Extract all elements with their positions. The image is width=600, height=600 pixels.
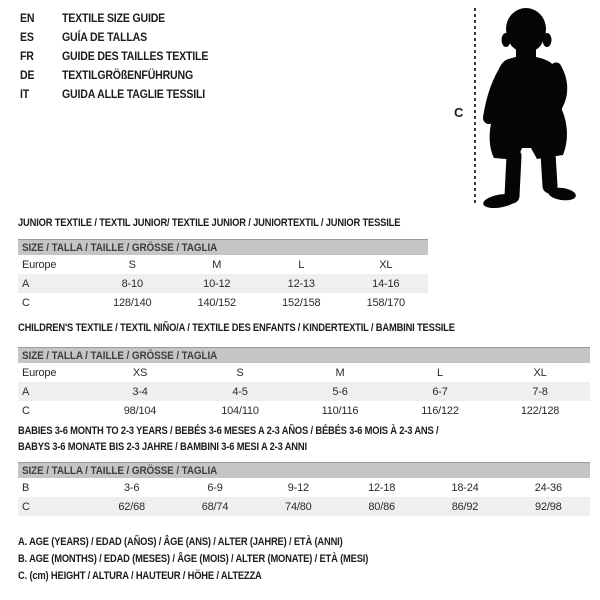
table-cell: 110/116 bbox=[321, 404, 359, 417]
row-label: A bbox=[22, 385, 30, 398]
table-cell: 5-6 bbox=[332, 385, 348, 398]
row-label: Europe bbox=[22, 366, 57, 379]
table-cell: 122/128 bbox=[520, 404, 560, 417]
table-cell: M bbox=[212, 258, 222, 271]
table-cell: 158/170 bbox=[366, 296, 405, 309]
table-cell: 116/122 bbox=[421, 404, 459, 417]
table-cell: 8-10 bbox=[121, 277, 143, 290]
footnotes bbox=[18, 534, 430, 585]
table-cell: 7-8 bbox=[532, 385, 548, 398]
table-row bbox=[18, 497, 590, 516]
babies-size-table bbox=[18, 462, 590, 516]
language-label: GUIDE DES TAILLES TEXTILE bbox=[62, 48, 209, 63]
table-row bbox=[18, 401, 590, 420]
table-cell: 68/74 bbox=[201, 500, 229, 513]
table-size-header-label: SIZE / TALLA / TAILLE / GRÖSSE / TAGLIA bbox=[22, 464, 218, 477]
row-label: Europe bbox=[22, 258, 57, 271]
table-size-header bbox=[18, 239, 428, 255]
table-cell: 24-36 bbox=[534, 481, 562, 494]
table-row bbox=[18, 478, 590, 497]
language-code: ES bbox=[20, 29, 34, 44]
table-size-header-label: SIZE / TALLA / TAILLE / GRÖSSE / TAGLIA bbox=[22, 349, 218, 362]
table-cell: 128/140 bbox=[113, 296, 152, 309]
footnote-a: A. AGE (YEARS) / EDAD (AÑOS) / ÂGE (ANS) / ALTER (JAHRE) / ETÀ (ANNI) bbox=[18, 536, 343, 548]
language-row-en bbox=[20, 8, 228, 27]
table-row bbox=[18, 382, 590, 401]
babies-table-title-line2: BABYS 3-6 MONATE BIS 2-3 JAHRE / BAMBINI 3-6 MESI A 2-3 ANNI bbox=[18, 441, 307, 453]
language-label: GUIDA ALLE TAGLIE TESSILI bbox=[62, 86, 206, 101]
row-label: C bbox=[22, 404, 30, 417]
language-code: IT bbox=[20, 86, 30, 101]
table-cell: 92/98 bbox=[535, 500, 562, 513]
table-cell: 104/110 bbox=[221, 404, 259, 417]
language-label: TEXTILGRÖßENFÜHRUNG bbox=[62, 67, 194, 82]
table-row bbox=[18, 274, 428, 293]
language-row-it bbox=[20, 84, 228, 103]
table-size-header bbox=[18, 462, 590, 478]
table-cell: XS bbox=[132, 366, 148, 379]
table-cell: S bbox=[128, 258, 136, 271]
table-cell: 152/158 bbox=[282, 296, 321, 309]
row-label: C bbox=[22, 500, 30, 513]
language-row-fr bbox=[20, 46, 228, 65]
babies-table-title bbox=[18, 423, 438, 455]
language-code: DE bbox=[20, 67, 35, 82]
language-label: TEXTILE SIZE GUIDE bbox=[62, 10, 166, 25]
footnote-b: B. AGE (MONTHS) / EDAD (MESES) / ÂGE (MOIS) / ALTER (MONATE) / ETÀ (MESI) bbox=[18, 553, 369, 565]
table-cell: 12-13 bbox=[287, 277, 315, 290]
language-code: EN bbox=[20, 10, 35, 25]
language-row-es bbox=[20, 27, 228, 46]
language-guide bbox=[20, 8, 228, 103]
table-cell: 74/80 bbox=[285, 500, 312, 513]
table-cell: XL bbox=[379, 258, 393, 271]
babies-table-title-line1: BABIES 3-6 MONTH TO 2-3 YEARS / BEBÉS 3-6 MESES A 2-3 AÑOS / BÉBÉS 3-6 MOIS À 2-3 ANS / bbox=[18, 425, 439, 437]
table-cell: 86/92 bbox=[451, 500, 479, 513]
height-measure-label: C bbox=[454, 105, 464, 120]
children-table-title: CHILDREN'S TEXTILE / TEXTIL NIÑO/A / TEXTILE DES ENFANTS / KINDERTEXTIL / BAMBINI TESSILE bbox=[18, 322, 455, 334]
table-cell: 10-12 bbox=[203, 277, 231, 290]
table-cell: L bbox=[437, 366, 443, 379]
table-cell: 140/152 bbox=[197, 296, 236, 309]
table-cell: 6-9 bbox=[207, 481, 223, 494]
table-cell: L bbox=[298, 258, 305, 271]
table-cell: S bbox=[236, 366, 244, 379]
row-label: A bbox=[22, 277, 30, 290]
table-cell: 18-24 bbox=[451, 481, 479, 494]
table-cell: 12-18 bbox=[368, 481, 396, 494]
table-cell: M bbox=[335, 366, 345, 379]
language-code: FR bbox=[20, 48, 34, 63]
table-cell: 6-7 bbox=[432, 385, 448, 398]
junior-table-title: JUNIOR TEXTILE / TEXTIL JUNIOR/ TEXTILE JUNIOR / JUNIORTEXTIL / JUNIOR TESSILE bbox=[18, 217, 401, 229]
children-size-table bbox=[18, 347, 590, 420]
footnote-c: C. (cm) HEIGHT / ALTURA / HAUTEUR / HÖHE / ALTEZZA bbox=[18, 570, 262, 582]
table-row bbox=[18, 363, 590, 382]
table-cell: 4-5 bbox=[232, 385, 248, 398]
table-cell: 62/68 bbox=[118, 500, 145, 513]
table-cell: 3-4 bbox=[132, 385, 148, 398]
table-cell: 9-12 bbox=[287, 481, 309, 494]
table-row bbox=[18, 255, 428, 274]
table-size-header bbox=[18, 347, 590, 363]
table-cell: 80/86 bbox=[368, 500, 395, 513]
table-cell: XL bbox=[533, 366, 547, 379]
toddler-silhouette-icon bbox=[468, 2, 600, 214]
row-label: C bbox=[22, 296, 30, 309]
language-label: GUÍA DE TALLAS bbox=[62, 29, 147, 44]
language-row-de bbox=[20, 65, 228, 84]
table-cell: 3-6 bbox=[124, 481, 140, 494]
table-size-header-label: SIZE / TALLA / TAILLE / GRÖSSE / TAGLIA bbox=[22, 241, 218, 254]
junior-size-table bbox=[18, 239, 428, 312]
table-cell: 98/104 bbox=[123, 404, 157, 417]
table-cell: 14-16 bbox=[372, 277, 400, 290]
table-row bbox=[18, 293, 428, 312]
row-label: B bbox=[22, 481, 30, 494]
